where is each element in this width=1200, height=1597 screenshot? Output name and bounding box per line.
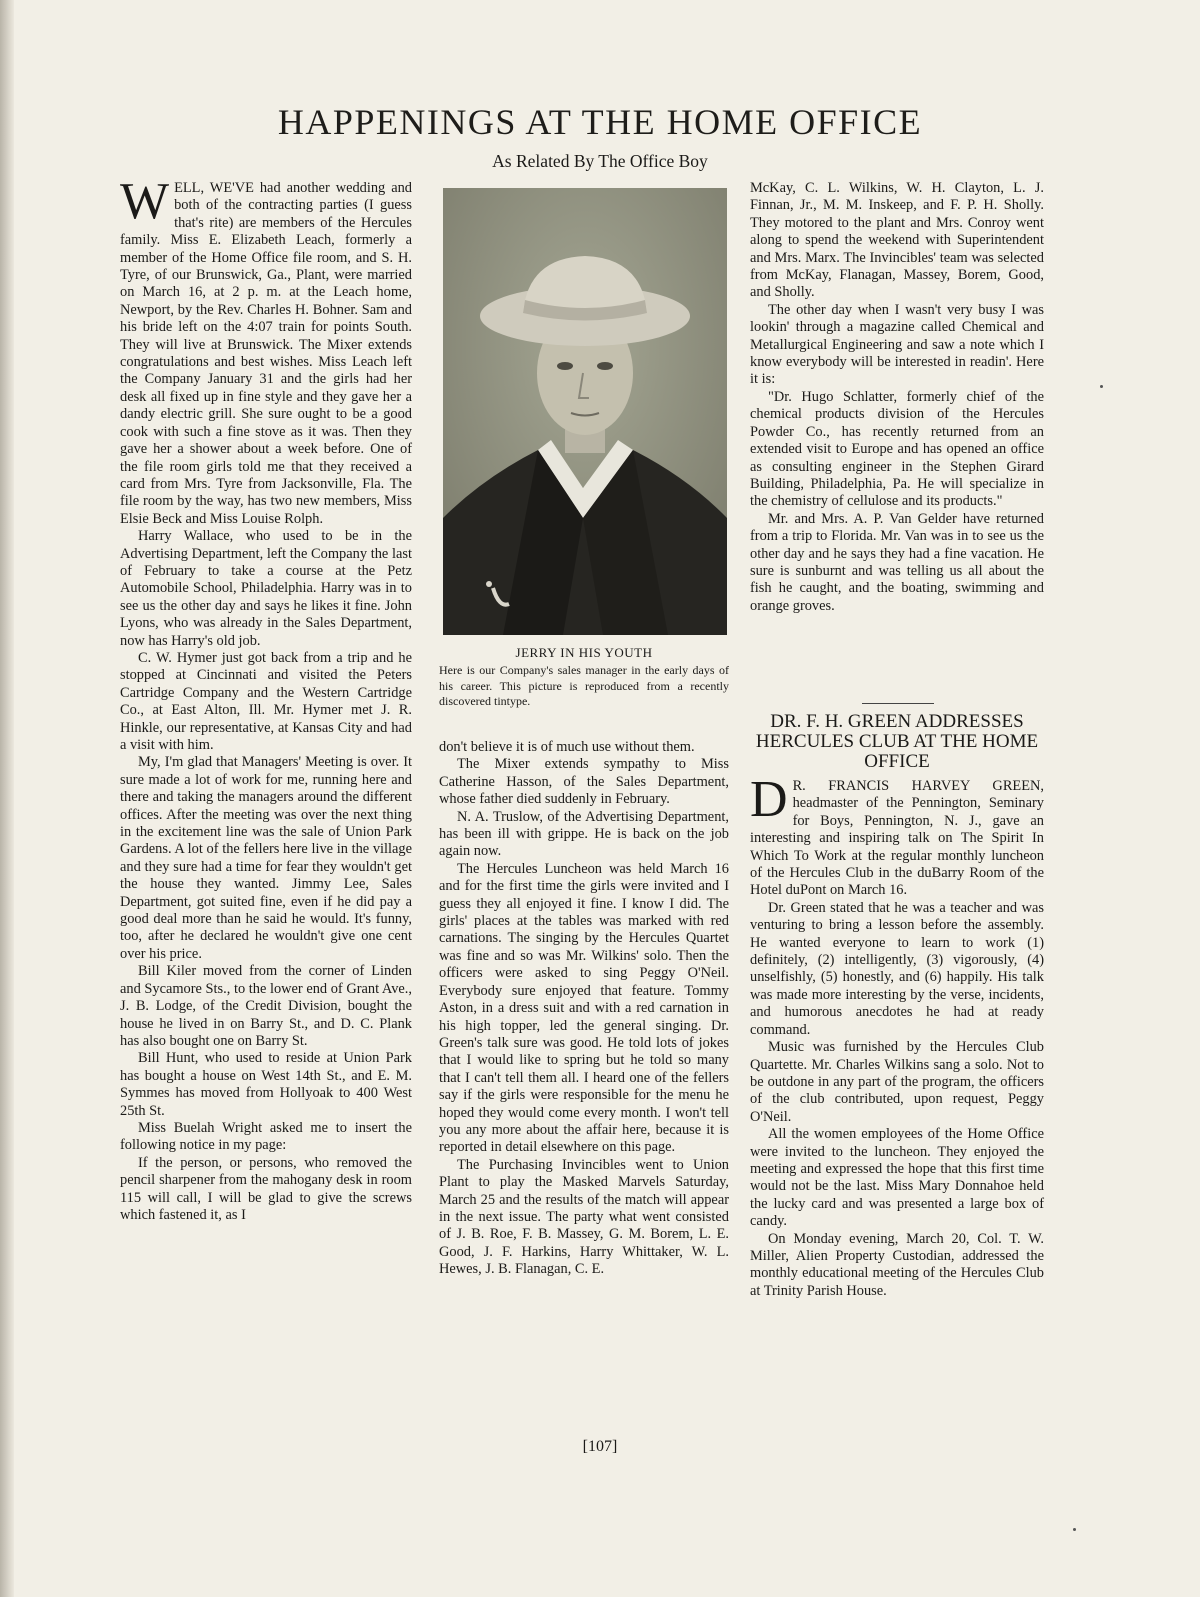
paragraph: If the person, or persons, who removed the pencil sharpener from the mahogany desk in room 115 will call, I will be glad to give the screws which fastened it, as I — [120, 1154, 412, 1223]
paragraph: McKay, C. L. Wilkins, W. H. Clayton, L. J. Finnan, Jr., M. M. Inskeep, and F. P. H. Sholly. They motored to the plant and Mrs. Conroy went along to spend the weekend with Superintendent and Mrs. Marx. The Invincibles' team was selected from McKay, Flanagan, Massey, Borem, Good, and Sholly. — [750, 180, 1044, 301]
column-2 — [439, 739, 729, 1279]
paragraph: All the women employees of the Home Office were invited to the luncheon. They enjoyed the meeting and expressed the hope that this first time would not be the last. Miss Mary Donnahoe held the lucky card and was presented a large box of candy. — [750, 1126, 1044, 1230]
paragraph: Bill Kiler moved from the corner of Linden and Sycamore Sts., to the lower end of Grant Ave., J. B. Lodge, of the Credit Division, bought the house he lived in on Barry St., and D. C. Plank has also bought one on Barry St. — [120, 963, 412, 1049]
paragraph: don't believe it is of much use without them. — [439, 739, 695, 755]
page-spine-shadow — [0, 0, 14, 1597]
paragraph: The other day when I wasn't very busy I was lookin' through a magazine called Chemical and Metallurgical Engineering and saw a note which I know everybody will be interested in readin'. Here it is: — [750, 301, 1044, 388]
column-1 — [120, 173, 412, 1224]
paragraph: The Hercules Luncheon was held March 16 and for the first time the girls were invited and I guess they all enjoyed it fine. I know I did. The girls' places at the tables was marked with red carnations. The singing by the Hercules Quartet was fine and so was Mr. Wilkins' solo. Then the officers were asked to sing Peggy O'Neil. Everybody sure enjoyed that feature. Tommy Aston, in a dress suit and with a red carnation in his high topper, led the general singing. Dr. Green's talk sure was good. He told lots of jokes that I would like to spring but he told so many that I can't tell them all. I heard one of the fellers say if the girls were responsible for the menu he hoped they would come every month. I won't tell you any more about the affair here, because it is reported in detail elsewhere on this page. — [439, 860, 729, 1156]
article-title: HAPPENINGS AT THE HOME OFFICE — [277, 102, 923, 142]
paragraph: Bill Hunt, who used to reside at Union Park has bought a house on West 14th St., and E. M. Symmes has moved from Hollyoak to 400 West 25th St. — [120, 1050, 412, 1119]
paragraph: "Dr. Hugo Schlatter, formerly chief of the chemical products division of the Hercules Powder Co., has recently returned from an extended visit to Europe and has opened an office as consulting engineer in the Stephen Girard Building, Philadelphia, Pa. He will specialize in the chemistry of cellulose and its products." — [750, 388, 1044, 510]
paragraph: Miss Buelah Wright asked me to insert the following notice in my page: — [120, 1119, 412, 1154]
portrait-illustration — [443, 188, 727, 635]
section-divider — [862, 703, 934, 704]
drop-cap: D — [750, 771, 788, 828]
section-heading: DR. F. H. GREEN ADDRESSES HERCULES CLUB AT THE HOME OFFICE — [755, 711, 1039, 772]
photo-caption: Here is our Company's sales manager in the early days of his career. This picture is reproduced from a recently discovered tintype. — [439, 663, 729, 708]
paragraph: Mr. and Mrs. A. P. Van Gelder have returned from a trip to Florida. Mr. Van was in to see us the other day and he says they had a fine vacation. He sure is sunburnt and was telling us all about the fish he caught, and the boating, swimming and orange groves. — [750, 510, 1044, 614]
paragraph: On Monday evening, March 20, Col. T. W. Miller, Alien Property Custodian, addressed the monthly educational meeting of the Hercules Club at Trinity Parish House. — [750, 1230, 1044, 1299]
paragraph — [750, 771, 1044, 900]
paper-speck — [1100, 385, 1103, 388]
paragraph: N. A. Truslow, of the Advertising Department, has been ill with grippe. He is back on the job again now. — [439, 808, 729, 860]
paragraph-text: R. FRANCIS HARVEY GREEN, headmaster of the Pennington, Seminary for Boys, Pennington, N. J., gave an interesting and inspiring talk on The Spirit In Which To Work at the regular monthly luncheon of the Hercules Club in the duBarry Room of the Hotel duPont on March 16. — [750, 778, 1044, 899]
column-3 — [750, 180, 1044, 615]
paragraph-text: ELL, WE'VE had another wedding and both of the contracting parties (I guess that's rite) are members of the Hercules family. Miss E. Elizabeth Leach, formerly a member of the Home Office file room, and S. H. Tyre, of our Brunswick, Ga., Plant, were married on March 16, at 2 p. m. at the Leach home, Newport, by the Rev. Charles H. Bohner. Sam and his bride left on the 4:07 train for points South. They will live at Brunswick. The Mixer extends congratulations and best wishes. Miss Leach left the Company January 31 and the girls had her desk all fixed up in fine style and they gave her a dandy electric grill. She sure ought to be a good cook with such a fine stove as it was. Then they gave her a shower about a week before. One of the file room girls told me that they received a card from Mrs. Tyre from Jacksonville, Fla. The file room by the way, has two new members, Miss Elsie Beck and Miss Louise Rolph. — [120, 180, 412, 527]
section-body — [750, 771, 1044, 1300]
paragraph: Harry Wallace, who used to be in the Advertising Department, left the Company the last of February to take a course at the Petz Automobile School, Philadelphia. Harry was in to see us the other day and says he likes it fine. John Lyons, who was already in the Sales Department, now has Harry's old job. — [120, 528, 412, 649]
portrait-photo — [443, 188, 727, 635]
article-subtitle: As Related By The Office Boy — [492, 151, 708, 171]
paragraph: My, I'm glad that Managers' Meeting is over. It sure made a lot of work for me, running here and there and taking the managers around the different offices. After the meeting was over the next thing in the excitement line was the sale of Union Park Gardens. A lot of the fellers here live in the village and they sure had a time for fear they wouldn't get the house they wanted. Jimmy Lee, Sales Department, got suited fine, even if he did pay a good deal more than he said he would. It's funny, too, after he declared he wouldn't give one cent over his price. — [120, 754, 412, 962]
paper-speck — [1073, 1528, 1076, 1531]
paragraph: Dr. Green stated that he was a teacher and was venturing to bring a lesson before the assembly. He wanted everyone to learn to work (1) definitely, (2) intelligently, (3) vigorously, (4) unselfishly, (5) honestly, and (6) happily. His talk was made more interesting by the verse, incidents, and humorous anecdotes he had at ready command. — [750, 899, 1044, 1038]
paragraph: The Mixer extends sympathy to Miss Catherine Hasson, of the Sales Department, whose father died suddenly in February. — [439, 756, 729, 808]
paragraph: C. W. Hymer just got back from a trip and he stopped at Cincinnati and visited the Peters Cartridge Company and the Western Cartridge Co., at East Alton, Ill. Mr. Hymer met J. R. Hinkle, our representative, at Kansas City and had a visit with him. — [120, 649, 412, 753]
drop-cap: W — [120, 173, 170, 230]
paragraph — [120, 173, 412, 528]
page-number: [107] — [582, 1438, 618, 1455]
paragraph: The Purchasing Invincibles went to Union Plant to play the Masked Marvels Saturday, March 25 and the results of the match will appear in the next issue. The party what went consisted of J. B. Roe, F. B. Massey, G. M. Borem, L. E. Good, J. F. Harkins, Harry Whittaker, W. L. Hewes, J. B. Flanagan, C. E. — [439, 1156, 729, 1278]
photo-caption-title: JERRY IN HIS YOUTH — [515, 645, 653, 660]
paragraph: Music was furnished by the Hercules Club Quartette. Mr. Charles Wilkins sang a solo. Not to be outdone in any part of the program, the officers of the club contributed, upon request, Peggy O'Neil. — [750, 1039, 1044, 1125]
